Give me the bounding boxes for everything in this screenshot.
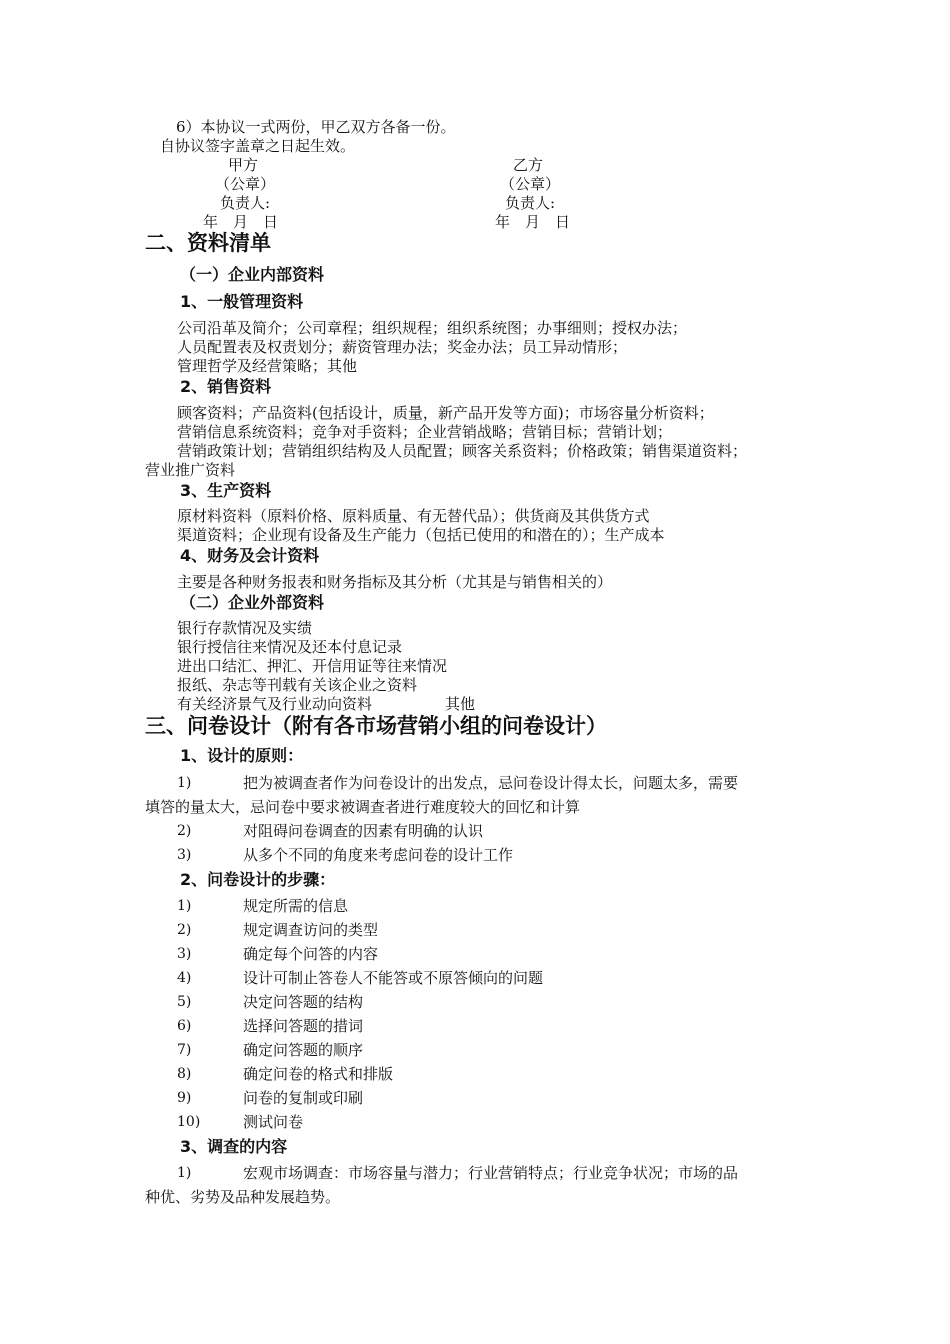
list-number: 5): [177, 994, 192, 1010]
list-number: 1): [177, 1165, 192, 1181]
section-3-heading: 三、问卷设计（附有各市场营销小组的问卷设计）: [145, 714, 607, 738]
list-number: 3): [177, 847, 192, 863]
list-number: 4): [177, 970, 192, 986]
party-b-responsible: 负责人:: [505, 194, 556, 212]
external-data-heading: （二）企业外部资料: [180, 593, 325, 612]
external-data-line: 有关经济景气及行业动向资料: [177, 695, 373, 713]
external-data-line: 进出口结汇、押汇、开信用证等往来情况: [177, 657, 448, 675]
sales-data-line: 营销信息系统资料；竞争对手资料；企业营销战略；营销目标；营销计划；: [177, 423, 673, 441]
agreement-effective: 自协议签字盖章之日起生效。: [160, 137, 356, 155]
list-item: 规定调查访问的类型: [243, 921, 379, 939]
general-management-line: 管理哲学及经营策略；其他: [177, 357, 358, 375]
list-item: 对阻碍问卷调查的因素有明确的认识: [243, 822, 484, 840]
list-item: 确定问答题的顺序: [243, 1041, 364, 1059]
list-number: 1): [177, 898, 192, 914]
list-item: 规定所需的信息: [243, 897, 349, 915]
external-data-line: 报纸、杂志等刊载有关该企业之资料: [177, 676, 418, 694]
production-data-heading: 3、生产资料: [180, 481, 272, 500]
list-item: 决定问答题的结构: [243, 993, 364, 1011]
section-2-heading: 二、资料清单: [145, 231, 271, 255]
list-item: 选择问答题的措词: [243, 1017, 364, 1035]
agreement-clause-6: 6）本协议一式两份，甲乙双方各备一份。: [176, 118, 456, 136]
list-number: 6): [177, 1018, 192, 1034]
finance-data-heading: 4、财务及会计资料: [180, 546, 320, 565]
external-data-line: 银行存款情况及实绩: [177, 619, 313, 637]
list-item-continuation: 种优、劣势及品种发展趋势。: [145, 1188, 341, 1206]
list-item: 确定问卷的格式和排版: [243, 1065, 394, 1083]
list-item: 问卷的复制或印刷: [243, 1089, 364, 1107]
list-number: 8): [177, 1066, 192, 1082]
general-management-line: 人员配置表及权责划分；薪资管理办法；奖金办法；员工异动情形；: [177, 338, 628, 356]
internal-data-heading: （一）企业内部资料: [180, 265, 325, 284]
list-item: 从多个不同的角度来考虑问卷的设计工作: [243, 846, 514, 864]
production-data-line: 原材料资料（原料价格、原料质量、有无替代品）；供货商及其供货方式: [177, 507, 650, 525]
sales-data-heading: 2、销售资料: [180, 377, 272, 396]
survey-content-heading: 3、调查的内容: [180, 1137, 288, 1156]
list-number: 10): [177, 1114, 201, 1130]
external-data-other: 其他: [445, 695, 476, 713]
general-management-line: 公司沿革及简介；公司章程；组织规程；组织系统图；办事细则；授权办法；: [177, 319, 688, 337]
list-item: 把为被调查者作为问卷设计的出发点，忌问卷设计得太长，问题太多，需要: [243, 774, 739, 792]
sales-data-line: 顾客资料；产品资料(包括设计，质量，新产品开发等方面)；市场容量分析资料；: [177, 404, 714, 422]
list-number: 2): [177, 922, 192, 938]
sales-data-line: 营销政策计划；营销组织结构及人员配置；顾客关系资料；价格政策；销售渠道资料；: [177, 442, 748, 460]
list-item: 设计可制止答卷人不能答或不原答倾向的问题: [243, 969, 544, 987]
party-a-responsible: 负责人:: [220, 194, 271, 212]
party-a-date: 年 月 日: [203, 213, 279, 231]
sales-data-line: 营业推广资料: [145, 461, 236, 479]
list-item: 测试问卷: [243, 1113, 304, 1131]
party-a-label: 甲方: [228, 156, 259, 174]
list-item-continuation: 填答的量太大，忌问卷中要求被调查者进行难度较大的回忆和计算: [145, 798, 581, 816]
list-number: 1): [177, 775, 192, 791]
finance-data-line: 主要是各种财务报表和财务指标及其分析（尤其是与销售相关的）: [177, 573, 613, 591]
design-steps-heading: 2、问卷设计的步骤：: [180, 870, 336, 889]
production-data-line: 渠道资料；企业现有设备及生产能力（包括已使用的和潜在的）；生产成本: [177, 526, 665, 544]
party-a-seal: （公章）: [215, 175, 276, 193]
list-number: 2): [177, 823, 192, 839]
list-number: 7): [177, 1042, 192, 1058]
list-item: 确定每个问答的内容: [243, 945, 379, 963]
party-b-label: 乙方: [513, 156, 544, 174]
party-b-date: 年 月 日: [495, 213, 571, 231]
list-number: 3): [177, 946, 192, 962]
design-principles-heading: 1、设计的原则：: [180, 746, 304, 765]
external-data-line: 银行授信往来情况及还本付息记录: [177, 638, 403, 656]
party-b-seal: （公章）: [500, 175, 561, 193]
list-item: 宏观市场调查：市场容量与潜力；行业营销特点；行业竞争状况；市场的品: [243, 1164, 739, 1182]
list-number: 9): [177, 1090, 192, 1106]
general-management-heading: 1、一般管理资料: [180, 292, 304, 311]
